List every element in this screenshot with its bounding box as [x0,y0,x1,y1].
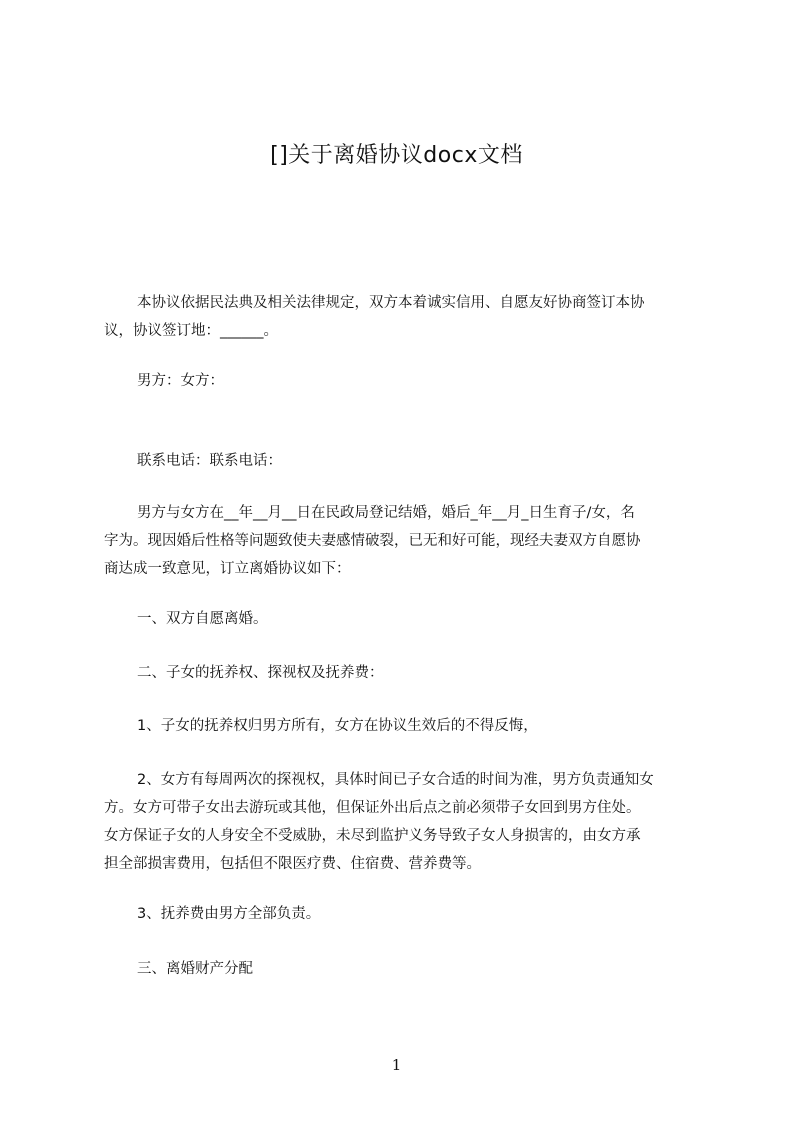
paragraph-line: 议，协议签订地：______。 [104,323,278,339]
clause-2-2-visitation [104,766,700,878]
clause-2-custody-heading [104,659,700,687]
paragraph-line: 男方：女方： [137,373,224,389]
clause-2-1-custody [104,712,700,740]
clause-3-property-heading [104,955,700,983]
paragraph-line: 联系电话：联系电话： [137,453,282,469]
paragraph-line: 3、抚养费由男方全部负责。 [137,906,321,922]
paragraph-line: 三、离婚财产分配 [137,961,253,977]
paragraph-line: 1、子女的抚养权归男方所有，女方在协议生效后的不得反悔， [137,718,538,734]
paragraph-parties [104,367,700,395]
paragraph-line: 商达成一致意见，订立离婚协议如下： [104,561,351,577]
paragraph-line: 2、女方有每周两次的探视权，具体时间已子女合适的时间为准，男方负责通知女 [137,772,654,788]
paragraph-line: 方。女方可带子女出去游玩或其他，但保证外出后点之前必须带子女回到男方住处。 [104,800,641,816]
paragraph-line: 担全部损害费用，包括但不限医疗费、住宿费、营养费等。 [104,856,481,872]
document-title: []关于离婚协议docx文档 [270,143,523,168]
paragraph-preamble [104,289,700,345]
paragraph-line: 一、双方自愿离婚。 [137,611,268,627]
paragraph-phones [104,447,700,475]
page-number: 1 [391,1056,402,1074]
paragraph-line: 二、子女的抚养权、探视权及抚养费： [137,665,384,681]
paragraph-line: 字为。现因婚后性格等问题致使夫妻感情破裂，已无和好可能，现经夫妻双方自愿协 [104,533,641,549]
clause-2-3-support [104,900,700,928]
paragraph-line: 本协议依据民法典及相关法律规定，双方本着诚实信用、自愿友好协商签订本协 [137,295,645,311]
paragraph-line: 女方保证子女的人身安全不受威胁，未尽到监护义务导致子女人身损害的，由女方承 [104,828,641,844]
clause-1-divorce [104,605,700,633]
paragraph-marriage-facts [104,499,700,583]
paragraph-line: 男方与女方在__年__月__日在民政局登记结婚，婚后_年__月_日生育子/女，名 [137,505,635,521]
